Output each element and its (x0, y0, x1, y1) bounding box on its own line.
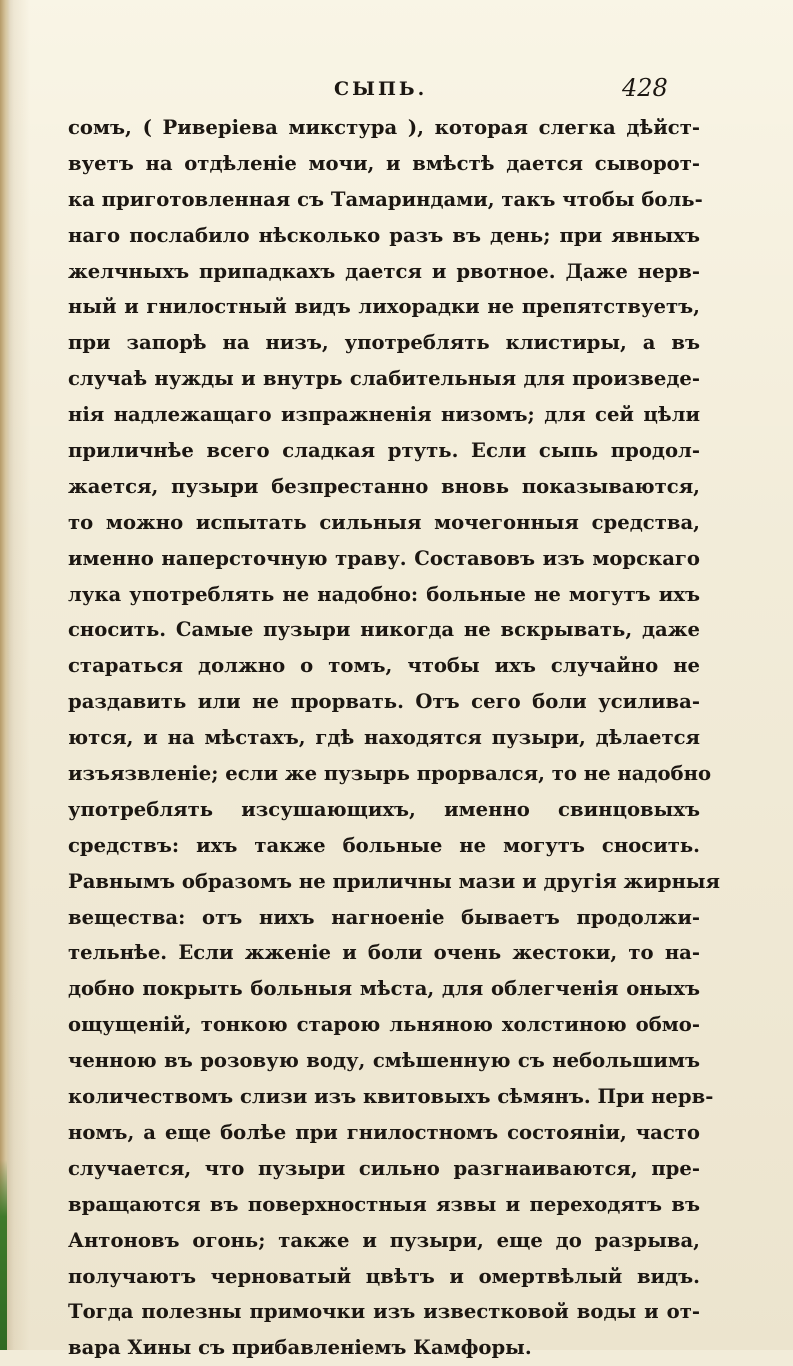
text-line: получаютъ черноватый цвѣтъ и омертвѣлый видъ. (68, 1264, 700, 1288)
text-line: сомъ, ( Риверіева микстура ), которая слегка дѣйст- (68, 116, 700, 139)
text-line: желчныхъ припадкахъ дается и рвотное. Даже нерв- (68, 259, 700, 283)
text-line: лука употреблять не надобно: больные не могутъ ихъ (68, 582, 700, 606)
text-line: ка приготовленная съ Тамариндами, такъ чтобы боль- (68, 187, 703, 211)
text-line: ченною въ розовую воду, смѣшенную съ небольшимъ (68, 1049, 700, 1073)
binding-color-mark (0, 1160, 7, 1350)
text-line: случаѣ нужды и внутрь слабительныя для произведе- (68, 367, 700, 391)
text-line: вещества: отъ нихъ нагноеніе бываетъ продолжи- (68, 905, 700, 929)
text-line: количествомъ слизи изъ квитовыхъ сѣмянъ. При нерв- (68, 1085, 714, 1109)
text-line: номъ, а еще болѣе при гнилостномъ состояніи, часто (68, 1120, 700, 1144)
page-number: 428 (622, 74, 668, 102)
text-line: нія надлежащаго изпражненія низомъ; для сей цѣли (68, 403, 700, 427)
text-line: Тогда полезны примочки изъ известковой воды и от- (68, 1300, 700, 1324)
text-line: ощущеній, тонкою старою льняною холстиною обмо- (68, 1013, 700, 1037)
text-line: вуетъ на отдѣленіе мочи, и вмѣстѣ дается сыворот- (68, 151, 700, 175)
text-line: наго послабило нѣсколько разъ въ день; при явныхъ (68, 223, 700, 247)
body-text (68, 110, 721, 1366)
page-binding-edge (0, 0, 10, 1350)
text-line: Равнымъ образомъ не приличны мази и другія жирныя (68, 869, 721, 893)
text-line: ются, и на мѣстахъ, гдѣ находятся пузыри, дѣлается (68, 726, 700, 750)
text-line: случается, что пузыри сильно разгнаиваются, пре- (68, 1156, 700, 1180)
text-line: Антоновъ огонь; также и пузыри, еще до разрыва, (68, 1228, 700, 1252)
text-line: при запорѣ на низъ, употреблять клистиры, а въ (68, 331, 700, 355)
text-line: тельнѣе. Если жженіе и боли очень жестоки, то на- (68, 941, 700, 965)
text-line: стараться должно о томъ, чтобы ихъ случайно не (68, 654, 700, 678)
text-line: вара Хины съ прибавленіемъ Камфоры. (68, 1336, 532, 1360)
text-line: средствъ: ихъ также больные не могутъ сносить. (68, 833, 700, 857)
text-line: ный и гнилостный видъ лихорадки не препятствуетъ, (68, 295, 700, 319)
running-head (0, 74, 793, 104)
text-line: употреблять изсушающихъ, именно свинцовыхъ (68, 797, 700, 821)
text-line: то можно испытать сильныя мочегонныя средства, (68, 510, 700, 534)
text-line: добно покрыть больныя мѣста, для облегченія оныхъ (68, 977, 700, 1001)
text-line: вращаются въ поверхностныя язвы и переходятъ въ (68, 1192, 700, 1216)
text-line: изъязвленіе; если же пузырь прорвался, то не надобно (68, 762, 712, 786)
text-line: именно наперсточную траву. Составовъ изъ морскаго (68, 546, 700, 570)
text-line: раздавить или не прорвать. Отъ сего боли усилива- (68, 690, 700, 714)
running-head-title: СЫПЬ. (334, 78, 428, 100)
text-line: жается, пузыри безпрестанно вновь показываются, (68, 474, 700, 498)
text-line: приличнѣе всего сладкая ртуть. Если сыпь продол- (68, 439, 700, 463)
text-line: сносить. Самые пузыри никогда не вскрывать, даже (68, 618, 700, 642)
